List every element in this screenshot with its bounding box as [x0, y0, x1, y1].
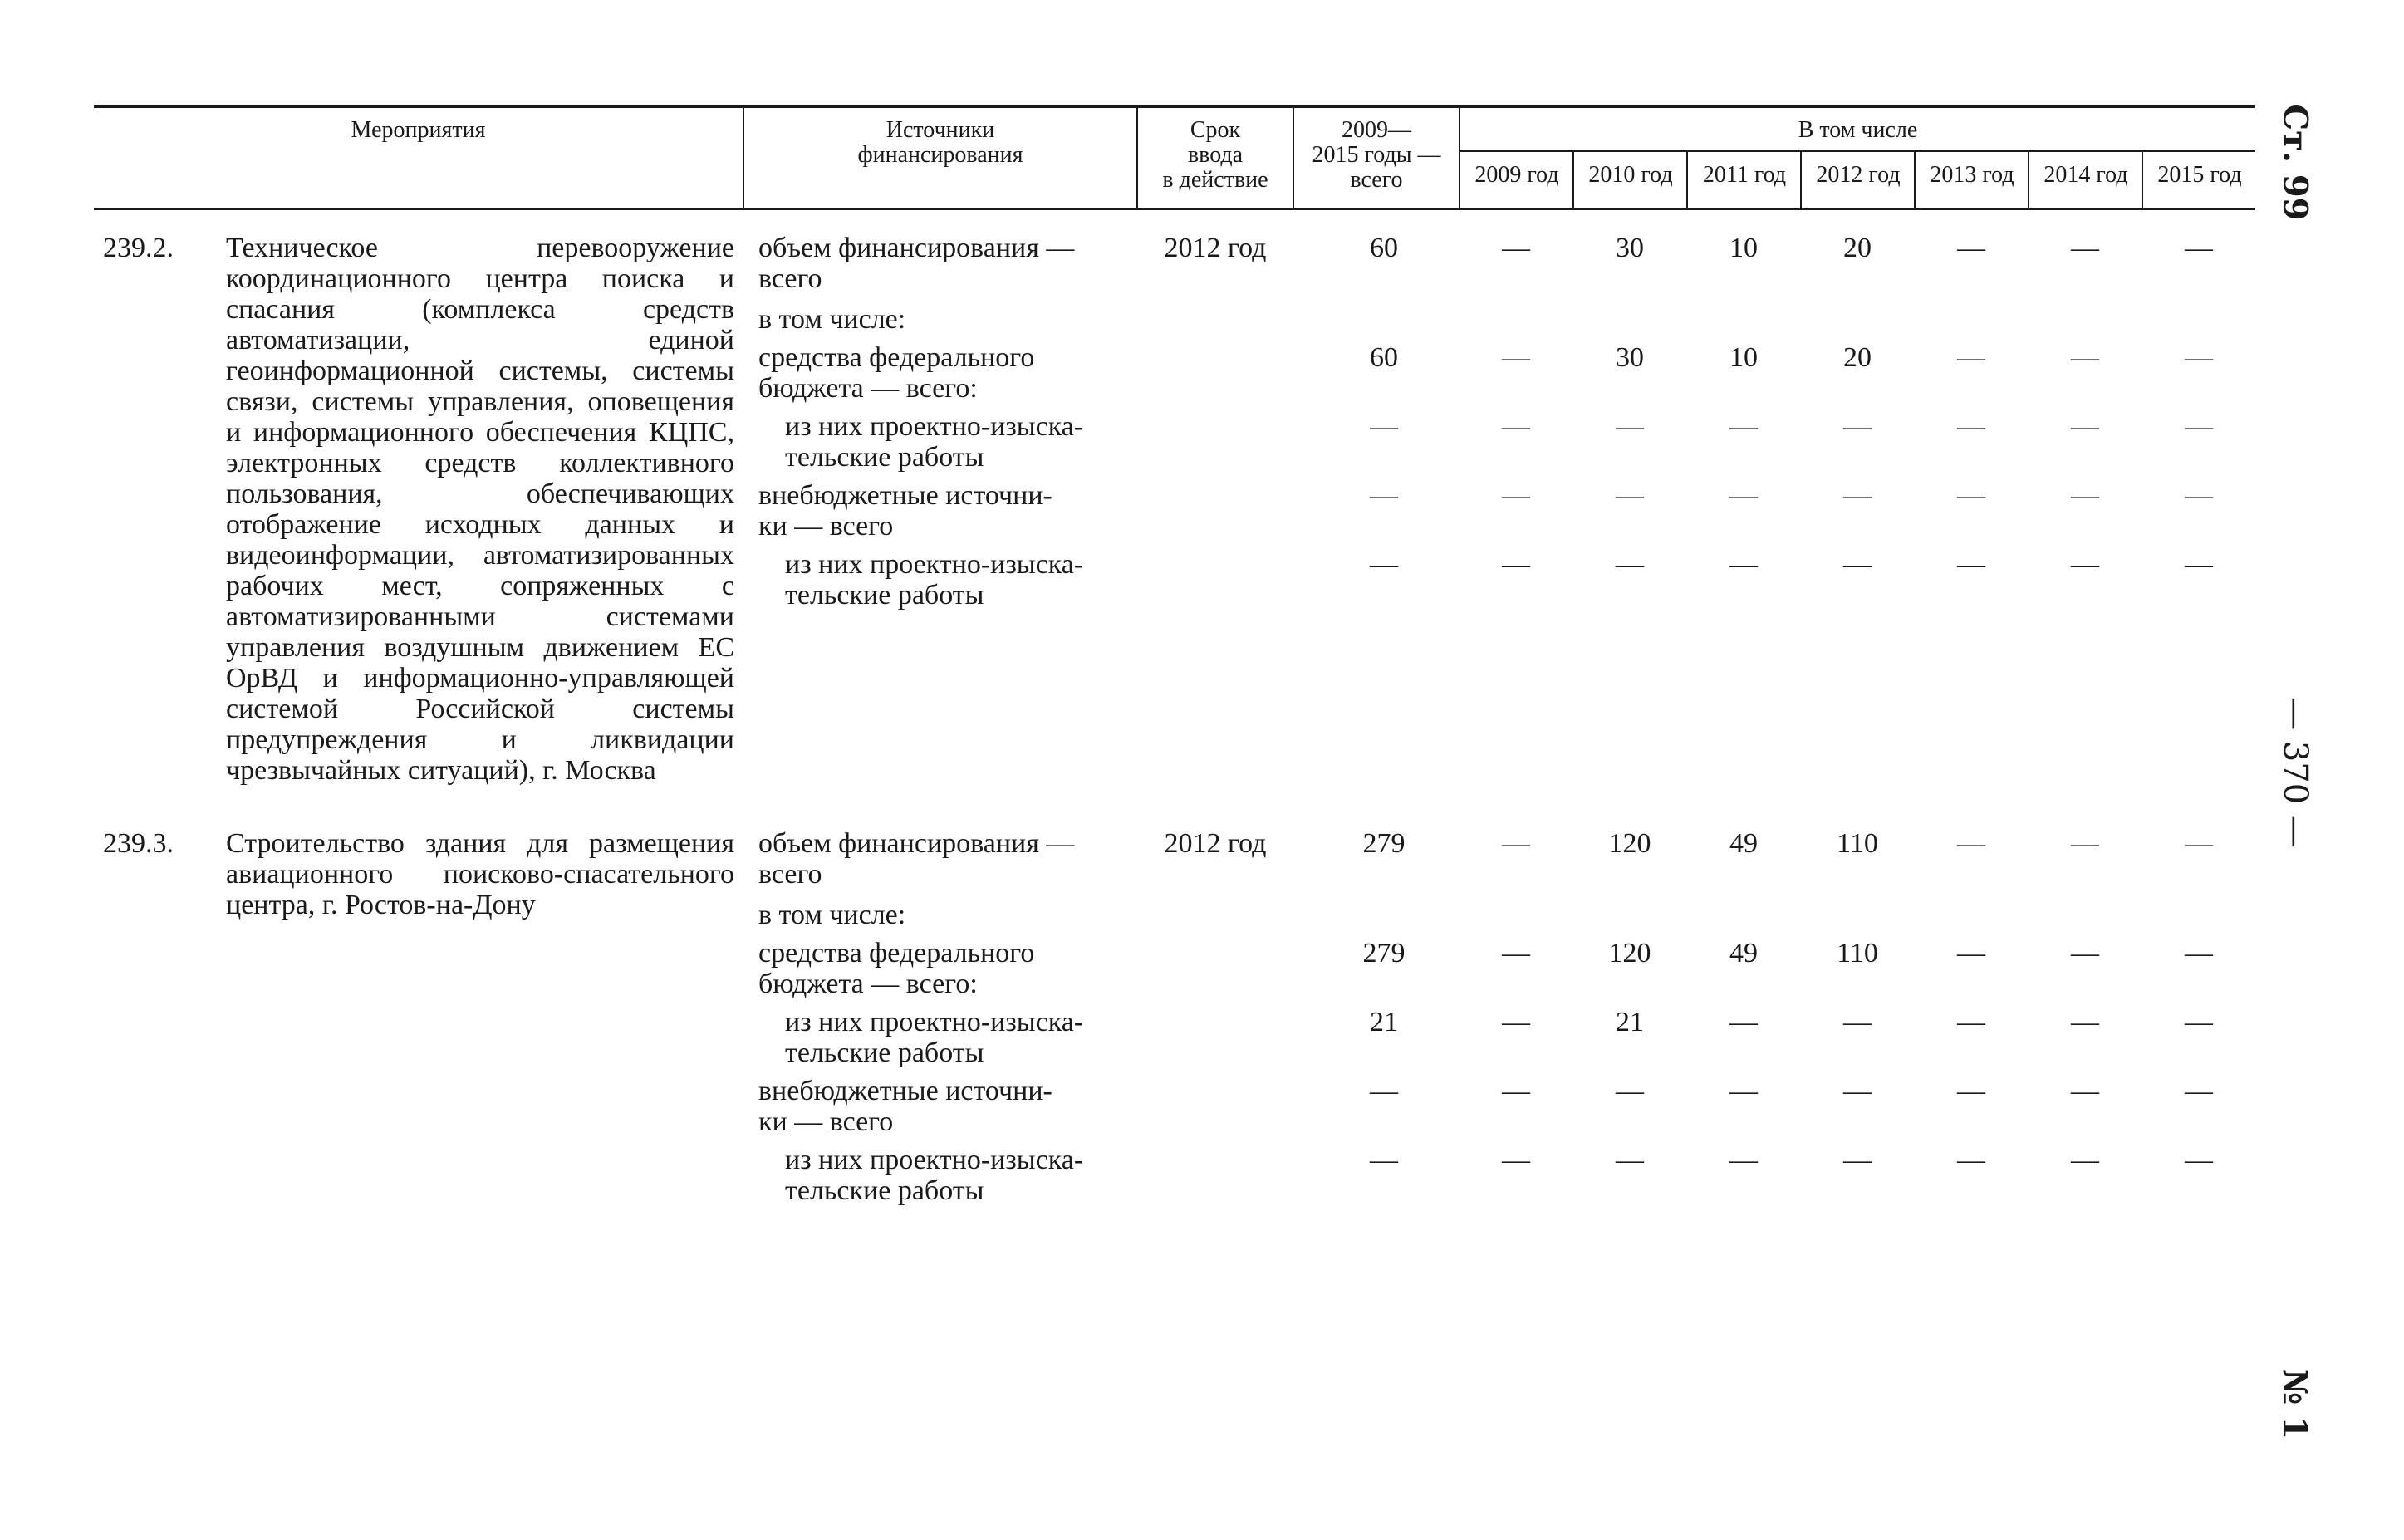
funding-year-value: —	[2071, 938, 2099, 969]
funding-source: внебюджетные источни- ки — всего	[758, 1076, 1052, 1137]
year-header-2011: 2011 год	[1702, 162, 1787, 188]
header-including: В том числе	[1798, 117, 1918, 143]
header-total: 2009— 2015 годы — всего	[1312, 117, 1441, 193]
funding-year-value: —	[1502, 480, 1530, 511]
year-header-2012: 2012 год	[1816, 162, 1901, 188]
funding-year-value: —	[1729, 1076, 1758, 1106]
row-description: Техническое перевооружение координационного центра поиска и спасания (комплекса средств автоматизации, единой геоинформационной системы, системы связи, системы управления, оповещения и информационного обеспечения КЦПС, электронных средств коллективного пользования, обеспечивающих отображение исходных данных и видеоинформации, автоматизированных рабочих мест, сопряженных с автоматизированными системами управления воздушным движением ЕС ОрВД и информационно-управляющей системой Российской системы предупреждения и ликвидации чрезвычайных ситуаций), г. Москва	[226, 233, 734, 786]
subheader-rule	[1460, 150, 2255, 152]
funding-source: из них проектно-изыска- тельские работы	[785, 549, 1084, 611]
funding-year-value: —	[2185, 938, 2213, 969]
funding-source: средства федерального бюджета — всего:	[758, 938, 1035, 999]
row-description: Строительство здания для размещения авиационного поисково-спасательного центра, г. Ростов-на-Дону	[226, 828, 734, 920]
funding-year-value: —	[1502, 938, 1530, 969]
funding-year-value: —	[1502, 233, 1530, 263]
article-label	[2270, 100, 2320, 224]
funding-year-value: —	[2071, 1145, 2099, 1175]
funding-year-value: 30	[1616, 233, 1644, 263]
funding-source: в том числе:	[758, 900, 906, 930]
funding-total: —	[1370, 1076, 1398, 1106]
funding-year-value: —	[2185, 342, 2213, 373]
funding-year-value: —	[1843, 1007, 1872, 1037]
funding-year-value: —	[1843, 1076, 1872, 1106]
funding-total: 21	[1370, 1007, 1398, 1037]
funding-year-value: —	[1957, 342, 1985, 373]
funding-year-value: —	[1616, 480, 1644, 511]
row-number: 239.2.	[103, 233, 174, 263]
funding-total: 279	[1362, 828, 1406, 859]
funding-year-value: —	[1843, 480, 1872, 511]
year-header-2010: 2010 год	[1588, 162, 1673, 188]
funding-total: —	[1370, 480, 1398, 511]
funding-total: 60	[1370, 342, 1398, 373]
row-deadline: 2012 год	[1164, 233, 1267, 263]
funding-year-value: —	[1502, 342, 1530, 373]
funding-year-value: —	[2185, 1007, 2213, 1037]
funding-year-value: —	[1957, 549, 1985, 580]
issue-label	[2270, 1358, 2320, 1449]
funding-year-value: —	[1616, 1145, 1644, 1175]
funding-year-value: —	[2071, 342, 2099, 373]
funding-year-value: —	[1502, 1145, 1530, 1175]
funding-year-value: —	[2185, 1076, 2213, 1106]
funding-year-value: —	[1957, 828, 1985, 859]
year-header-2009: 2009 год	[1474, 162, 1559, 188]
funding-total: 60	[1370, 233, 1398, 263]
funding-year-value: —	[1957, 480, 1985, 511]
funding-year-value: —	[1616, 549, 1644, 580]
funding-year-value: —	[2071, 1007, 2099, 1037]
header-bottom-rule	[94, 208, 2255, 210]
funding-source: из них проектно-изыска- тельские работы	[785, 1145, 1084, 1206]
funding-year-value: —	[1502, 411, 1530, 442]
funding-year-value: —	[2185, 828, 2213, 859]
funding-year-value: —	[1729, 1145, 1758, 1175]
funding-total: 279	[1362, 938, 1406, 969]
funding-year-value: 10	[1729, 342, 1758, 373]
funding-year-value: —	[2185, 549, 2213, 580]
funding-year-value: 110	[1837, 938, 1878, 969]
funding-year-value: —	[1729, 549, 1758, 580]
year-header-2015: 2015 год	[2157, 162, 2242, 188]
funding-year-value: 110	[1837, 828, 1878, 859]
funding-source: в том числе:	[758, 304, 906, 335]
funding-year-value: 30	[1616, 342, 1644, 373]
funding-total: —	[1370, 549, 1398, 580]
funding-year-value: 10	[1729, 233, 1758, 263]
funding-year-value: —	[1843, 1145, 1872, 1175]
funding-year-value: —	[1729, 480, 1758, 511]
funding-year-value: 120	[1608, 828, 1651, 859]
funding-source: из них проектно-изыска- тельские работы	[785, 1007, 1084, 1068]
funding-year-value: —	[1957, 1076, 1985, 1106]
header-top-rule	[94, 105, 2255, 108]
funding-source: из них проектно-изыска- тельские работы	[785, 411, 1084, 473]
funding-year-value: 20	[1843, 233, 1872, 263]
funding-year-value: —	[1502, 1007, 1530, 1037]
funding-year-value: 49	[1729, 828, 1758, 859]
issue-number: № 1	[2275, 1368, 2315, 1439]
year-header-2013: 2013 год	[1930, 162, 2014, 188]
funding-year-value: —	[1843, 411, 1872, 442]
funding-year-value: —	[1502, 1076, 1530, 1106]
funding-total: —	[1370, 411, 1398, 442]
article-number: Ст. 99	[2275, 103, 2315, 221]
funding-year-value: 120	[1608, 938, 1651, 969]
page-number-label	[2270, 689, 2320, 856]
funding-year-value: —	[1957, 938, 1985, 969]
funding-year-value: 20	[1843, 342, 1872, 373]
funding-source: объем финансирования — всего	[758, 828, 1075, 890]
funding-year-value: 49	[1729, 938, 1758, 969]
funding-year-value: —	[1843, 549, 1872, 580]
funding-year-value: —	[1957, 1007, 1985, 1037]
funding-year-value: —	[1957, 233, 1985, 263]
row-deadline: 2012 год	[1164, 828, 1267, 859]
funding-year-value: —	[1729, 1007, 1758, 1037]
funding-year-value: —	[2071, 411, 2099, 442]
header-measures: Мероприятия	[351, 117, 486, 143]
funding-year-value: 21	[1616, 1007, 1644, 1037]
funding-year-value: —	[1957, 1145, 1985, 1175]
funding-year-value: —	[1502, 828, 1530, 859]
page-number: — 370 —	[2276, 697, 2314, 848]
funding-year-value: —	[1502, 549, 1530, 580]
funding-year-value: —	[2071, 233, 2099, 263]
funding-year-value: —	[2071, 549, 2099, 580]
header-deadline: Срок ввода в действие	[1162, 117, 1268, 193]
header-sources: Источники финансирования	[857, 117, 1023, 168]
funding-year-value: —	[2185, 411, 2213, 442]
funding-year-value: —	[1957, 411, 1985, 442]
funding-year-value: —	[2185, 233, 2213, 263]
funding-year-value: —	[1616, 411, 1644, 442]
funding-year-value: —	[2185, 1145, 2213, 1175]
funding-year-value: —	[2185, 480, 2213, 511]
row-number: 239.3.	[103, 828, 174, 859]
funding-year-value: —	[2071, 1076, 2099, 1106]
funding-source: средства федерального бюджета — всего:	[758, 342, 1035, 404]
funding-year-value: —	[1616, 1076, 1644, 1106]
funding-source: объем финансирования — всего	[758, 233, 1075, 294]
funding-year-value: —	[2071, 828, 2099, 859]
funding-year-value: —	[1729, 411, 1758, 442]
funding-year-value: —	[2071, 480, 2099, 511]
funding-source: внебюджетные источни- ки — всего	[758, 480, 1052, 542]
year-header-2014: 2014 год	[2043, 162, 2128, 188]
funding-total: —	[1370, 1145, 1398, 1175]
